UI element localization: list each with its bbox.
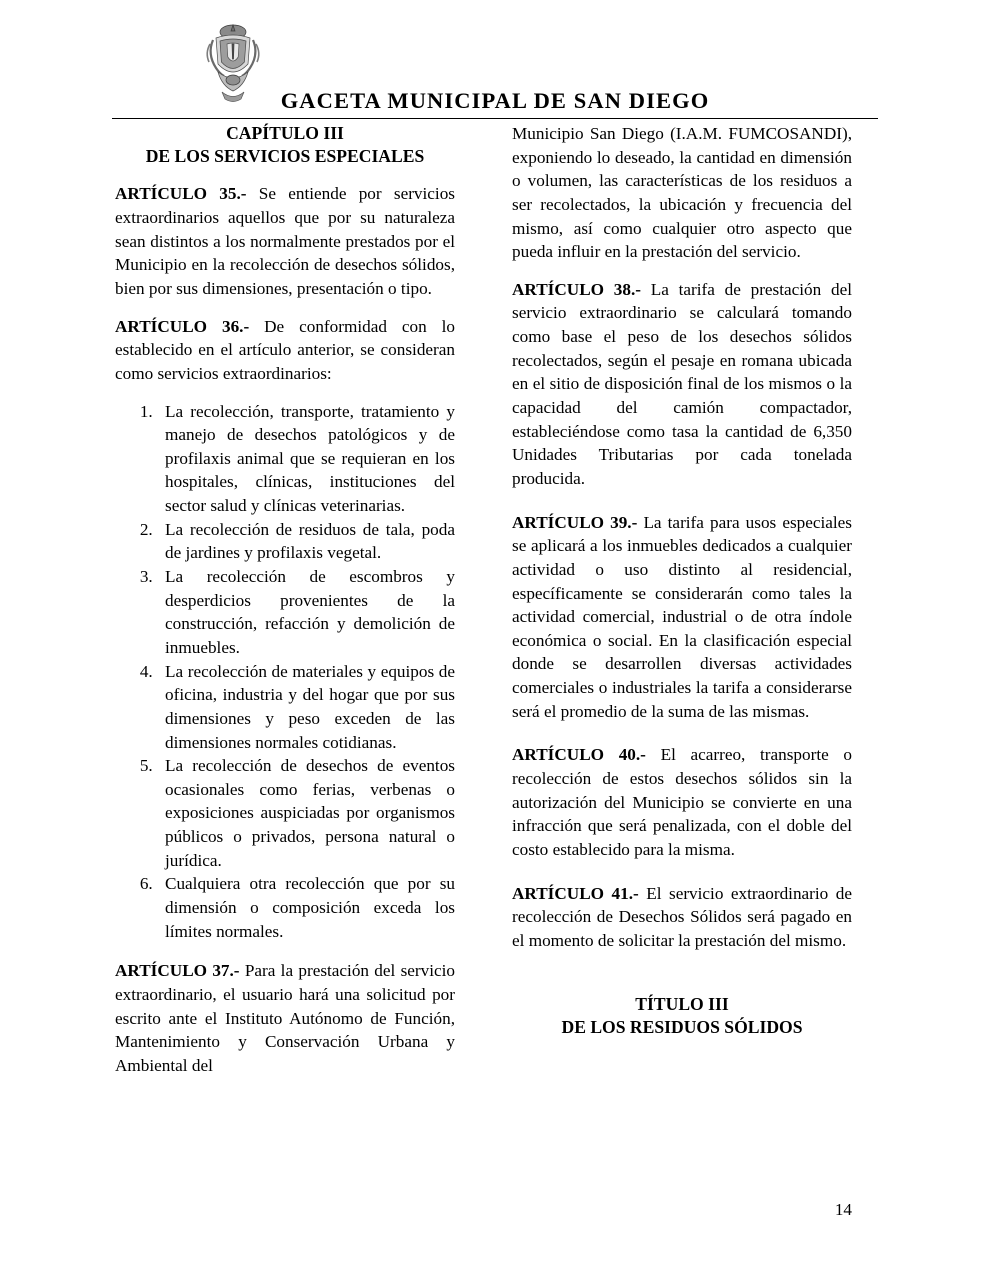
article-36-text: De conformidad con lo establecido en el artículo anterior, se consideran como servicios extraordinarios: <box>115 316 455 383</box>
header-divider <box>112 118 878 119</box>
document-header <box>0 14 990 113</box>
list-item: 2. La recolección de residuos de tala, poda de jardines y profilaxis vegetal. <box>157 518 455 565</box>
page-number: 14 <box>834 1200 852 1219</box>
article-40-text: El acarreo, transporte o recolección de estos desechos sólidos sin la autorización del Municipio se convierte en una infracción que será penalizada, con el doble del costo establecido para la misma. <box>512 745 852 859</box>
article-40-label: ARTÍCULO 40.- <box>512 745 646 765</box>
article-36 <box>115 315 455 386</box>
article-38-label: ARTÍCULO 38.- <box>512 279 641 299</box>
chapter-heading-line2: DE LOS SERVICIOS ESPECIALES <box>145 146 425 167</box>
left-column <box>115 122 455 1092</box>
gazette-title: GACETA MUNICIPAL DE SAN DIEGO <box>280 88 710 113</box>
list-item: 6. Cualquiera otra recolección que por su dimensión o composición exceda los límites normales. <box>157 872 455 943</box>
list-item: 3. La recolección de escombros y desperdicios provenientes de la construcción, refacción y demolición de inmuebles. <box>157 565 455 660</box>
chapter-heading <box>115 122 455 168</box>
list-item: 1. La recolección, transporte, tratamiento y manejo de desechos patológicos y de profilaxis animal que se requieran en los hospitales, clínicas, instituciones del sector salud y clínicas veterinarias. <box>157 400 455 518</box>
list-item: 5. La recolección de desechos de eventos ocasionales como ferias, verbenas o exposiciones auspiciadas por organismos públicos o privados, persona natural o jurídica. <box>157 754 455 872</box>
title-heading-line2: DE LOS RESIDUOS SÓLIDOS <box>561 1016 803 1037</box>
article-41 <box>512 882 852 953</box>
article-37-label: ARTÍCULO 37.- <box>115 961 240 981</box>
article-36-label: ARTÍCULO 36.- <box>115 316 250 336</box>
article-39-label: ARTÍCULO 39.- <box>512 512 638 532</box>
article-35-text: Se entiende por servicios extraordinarios aquellos que por su naturaleza sean distintos a los normalmente prestados por el Municipio en la recolección de desechos sólidos, bien por sus dimensiones, presentación o tipo. <box>115 184 455 298</box>
article-39 <box>512 511 852 724</box>
article-40 <box>512 743 852 861</box>
article-37-text: Para la prestación del servicio extraordinario, el usuario hará una solicitud por escrito ante el Instituto Autónomo de Función, Mantenimiento y Conservación Urbana y Ambiental del <box>115 961 455 1075</box>
article-41-text: El servicio extraordinario de recolección de Desechos Sólidos será pagado en el momento de solicitar la prestación del mismo. <box>512 883 852 950</box>
article-35-label: ARTÍCULO 35.- <box>115 184 247 204</box>
article-37-continuation: Municipio San Diego (I.A.M. FUMCOSANDI), exponiendo lo deseado, la cantidad en dimensión o volumen, las características de los residuos a ser recolectados, la ubicación y frecuencia del mismo, así como cualquier otro aspecto que pueda influir en la prestación del servicio. <box>512 124 852 262</box>
services-list <box>115 400 455 944</box>
article-39-text: La tarifa para usos especiales se aplicará a los inmuebles dedicados a cualquier actividad o uso distinto al residencial, específicamente se considerarán como tales la actividad comercial, industrial o de otra índole económica o social. En la clasificación especial donde se desarrollen diversas actividades comerciales o industriales la tarifa a considerarse será el promedio de la suma de las mismas. <box>512 512 852 721</box>
article-35 <box>115 182 455 300</box>
title-heading <box>512 993 852 1040</box>
list-item: 4. La recolección de materiales y equipos de oficina, industria y del hogar que por sus dimensiones y peso exceden de las dimensiones normales cotidianas. <box>157 660 455 755</box>
right-column <box>512 122 852 1039</box>
article-38-text: La tarifa de prestación del servicio extraordinario se calculará tomando como base el peso de los desechos sólidos recolectados, según el pesaje en romana ubicada en el sitio de disposición final de los mismos o la capacidad del camión compactador, estableciéndose como tasa la cantidad de 6,350 Unidades Tributarias por cada tonelada producida. <box>512 279 852 488</box>
article-37 <box>115 959 455 1077</box>
title-heading-line1: TÍTULO III <box>635 993 729 1014</box>
chapter-heading-line1: CAPÍTULO III <box>226 123 344 143</box>
article-41-label: ARTÍCULO 41.- <box>512 883 639 903</box>
article-38 <box>512 278 852 491</box>
